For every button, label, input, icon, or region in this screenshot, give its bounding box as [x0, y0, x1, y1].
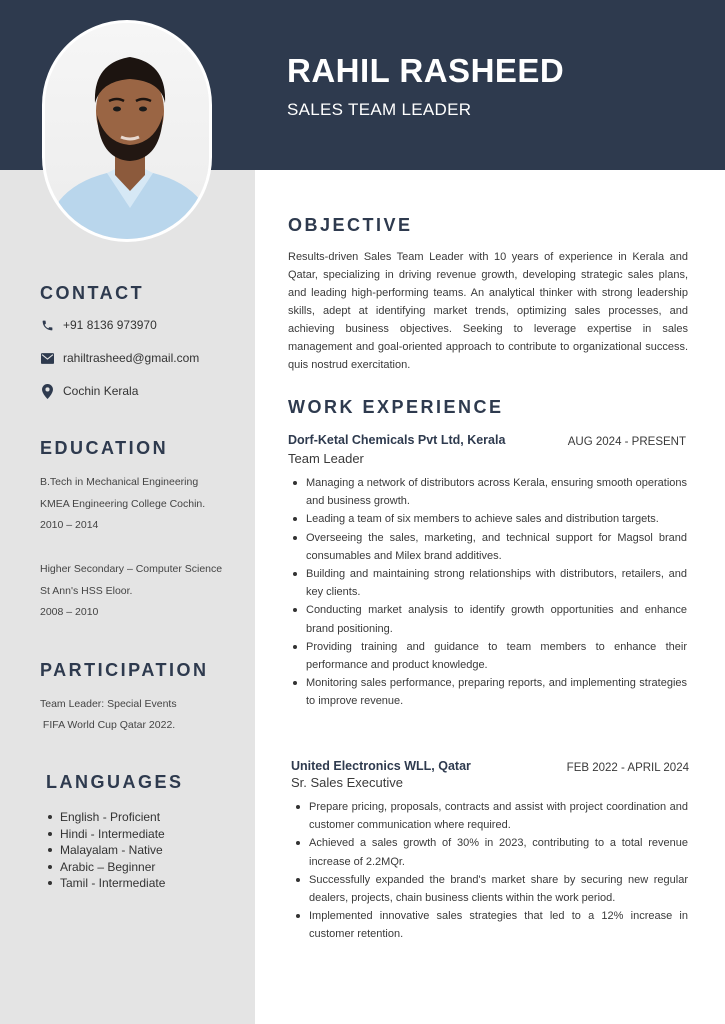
job-company: United Electronics WLL, Qatar: [291, 759, 471, 773]
languages-heading: LANGUAGES: [46, 772, 184, 792]
list-item: Managing a network of distributors across Kerala, ensuring smooth operations and business growth.: [289, 474, 687, 510]
list-item: Achieved a sales growth of 30% in 2023, contributing to a total revenue increase of 2.2MQr.: [292, 834, 688, 870]
candidate-name: RAHIL RASHEED: [287, 52, 565, 89]
list-item: Hindi - Intermediate: [48, 826, 165, 843]
job-bullets: [289, 474, 687, 711]
job-title: Sr. Sales Executive: [291, 775, 403, 790]
email-text: rahiltrasheed@gmail.com: [63, 351, 200, 365]
objective-text: Results-driven Sales Team Leader with 10 years of experience in Kerala and Qatar, specializing in driving revenue growth, developing strategic sales plans, and leading high-performing teams. An analytical thinker with strong leadership skills, adept at identifying market trends, optimizing sales processes, and achieving business objectives. Seeking to leverage expertise in sales management and goal-oriented approach to contribute to organizational success. quis nostrud exercitation.: [288, 251, 688, 371]
list-item: Leading a team of six members to achieve sales and distribution targets.: [289, 510, 687, 528]
languages-list: [48, 809, 165, 892]
participation-line: FIFA World Cup Qatar 2022.: [40, 719, 176, 731]
objective-heading: OBJECTIVE: [288, 215, 413, 235]
list-item: Malayalam - Native: [48, 842, 165, 859]
participation-line: Team Leader: Special Events: [40, 698, 177, 710]
phone-icon: [40, 318, 54, 332]
envelope-icon: [40, 351, 54, 365]
contact-location: [40, 384, 138, 398]
job-company: Dorf-Ketal Chemicals Pvt Ltd, Kerala: [288, 433, 506, 447]
contact-heading: CONTACT: [40, 283, 145, 303]
work-experience-heading: WORK EXPERIENCE: [288, 397, 504, 417]
contact-phone[interactable]: [40, 318, 157, 332]
education-degree: B.Tech in Mechanical Engineering: [40, 476, 199, 488]
list-item: Building and maintaining strong relationships with distributors, retailers, and key clients.: [289, 565, 687, 601]
education-years: 2010 – 2014: [40, 519, 99, 531]
candidate-role: SALES TEAM LEADER: [287, 100, 472, 119]
education-school: KMEA Engineering College Cochin.: [40, 498, 206, 510]
job-title: Team Leader: [288, 451, 364, 466]
location-text: Cochin Kerala: [63, 384, 139, 398]
phone-text: +91 8136 973970: [63, 318, 157, 332]
list-item: Arabic – Beginner: [48, 859, 165, 876]
participation-heading: PARTICIPATION: [40, 660, 209, 680]
list-item: Tamil - Intermediate: [48, 875, 165, 892]
contact-email[interactable]: [40, 351, 199, 365]
profile-photo: [42, 20, 212, 242]
list-item: Conducting market analysis to identify growth opportunities and enhance brand positioning.: [289, 601, 687, 637]
education-heading: EDUCATION: [40, 438, 169, 458]
education-school: St Ann's HSS Eloor.: [40, 585, 133, 597]
list-item: Implemented innovative sales strategies that led to a 12% increase in customer retention.: [292, 907, 688, 943]
list-item: Prepare pricing, proposals, contracts and assist with project coordination and customer communication where required.: [292, 798, 688, 834]
education-years: 2008 – 2010: [40, 606, 99, 618]
job-bullets: [292, 798, 688, 944]
list-item: Successfully expanded the brand's market share by securing new regular dealers, projects, chain business clients within the work period.: [292, 871, 688, 907]
list-item: English - Proficient: [48, 809, 165, 826]
education-degree: Higher Secondary – Computer Science: [40, 563, 223, 575]
map-pin-icon: [40, 384, 54, 398]
list-item: Monitoring sales performance, preparing reports, and implementing strategies to improve revenue.: [289, 674, 687, 710]
job-dates: AUG 2024 - PRESENT: [567, 436, 686, 448]
list-item: Overseeing the sales, marketing, and technical support for Magsol brand consumables and Milex brand additives.: [289, 529, 687, 565]
job-dates: FEB 2022 - APRIL 2024: [566, 762, 689, 774]
list-item: Providing training and guidance to team members to enhance their performance and product knowledge.: [289, 638, 687, 674]
